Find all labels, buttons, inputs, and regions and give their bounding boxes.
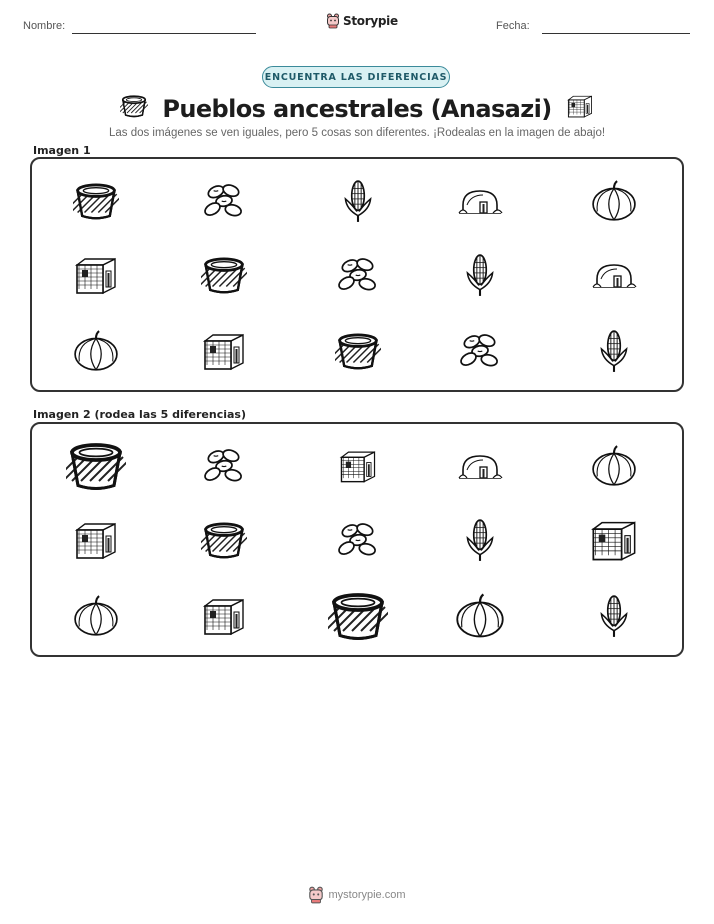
pueblo-icon xyxy=(73,252,119,298)
corn-icon xyxy=(591,328,637,374)
grid-cell[interactable] xyxy=(591,443,637,489)
instructions: Las dos imágenes se ven iguales, pero 5 cosas son diferentes. ¡Rodealas en la imagen de abajo! xyxy=(108,127,606,139)
pueblo-icon xyxy=(566,92,594,120)
brand-logo xyxy=(326,13,398,29)
pueblo-icon xyxy=(338,446,378,486)
grid-cell[interactable] xyxy=(455,591,505,641)
pumpkin-icon xyxy=(73,593,119,639)
name-label: Nombre: xyxy=(23,20,66,32)
basket-icon xyxy=(120,92,148,120)
grid-cell[interactable] xyxy=(589,515,639,565)
pueblo-icon xyxy=(201,593,247,639)
page-title: Pueblos ancestrales (Anasazi) xyxy=(162,94,552,123)
pueblo-icon xyxy=(201,328,247,374)
grid-cell xyxy=(73,178,119,224)
grid-cell[interactable] xyxy=(457,517,503,563)
date-field[interactable] xyxy=(542,33,690,34)
corn-icon xyxy=(457,252,503,298)
brand-name: Storypie xyxy=(343,14,398,28)
basket-icon xyxy=(201,252,247,298)
grid-cell[interactable] xyxy=(73,593,119,639)
grid-cell[interactable] xyxy=(591,593,637,639)
grid-cell[interactable] xyxy=(73,517,119,563)
adobe-house-icon xyxy=(457,443,503,489)
pumpkin-icon xyxy=(73,328,119,374)
image1-label: Imagen 1 xyxy=(33,144,91,157)
grid-cell[interactable] xyxy=(201,517,247,563)
beans-icon xyxy=(457,328,503,374)
grid-cell[interactable] xyxy=(328,586,388,646)
grid-cell xyxy=(73,252,119,298)
grid-cell xyxy=(335,252,381,298)
title-row xyxy=(0,92,714,125)
grid-cell xyxy=(335,328,381,374)
basket-icon xyxy=(201,517,247,563)
adobe-house-icon xyxy=(457,178,503,224)
beans-icon xyxy=(201,178,247,224)
grid-cell xyxy=(591,328,637,374)
grid-cell[interactable] xyxy=(66,436,126,496)
basket-icon xyxy=(335,328,381,374)
pumpkin-icon xyxy=(455,591,505,641)
grid-cell xyxy=(201,252,247,298)
image2-label: Imagen 2 (rodea las 5 diferencias) xyxy=(33,408,247,421)
pumpkin-icon xyxy=(591,178,637,224)
grid-cell[interactable] xyxy=(201,593,247,639)
pumpkin-icon xyxy=(591,443,637,489)
grid-cell xyxy=(457,252,503,298)
name-field[interactable] xyxy=(72,33,256,34)
corn-icon xyxy=(591,593,637,639)
activity-badge: ENCUENTRA LAS DIFERENCIAS xyxy=(262,66,450,88)
grid-cell xyxy=(457,178,503,224)
grid-cell xyxy=(457,328,503,374)
grid-cell[interactable] xyxy=(338,446,378,486)
corn-icon xyxy=(457,517,503,563)
beans-icon xyxy=(201,443,247,489)
corn-icon xyxy=(335,178,381,224)
grid-cell xyxy=(591,178,637,224)
grid-cell[interactable] xyxy=(335,517,381,563)
mascot-icon xyxy=(308,886,324,904)
title-pueblo-icon xyxy=(566,92,594,125)
adobe-house-icon xyxy=(591,252,637,298)
mascot-icon xyxy=(326,13,340,29)
beans-icon xyxy=(335,252,381,298)
beans-icon xyxy=(335,517,381,563)
title-basket-icon xyxy=(120,92,148,125)
grid-cell xyxy=(73,328,119,374)
grid-cell xyxy=(201,328,247,374)
image1-frame xyxy=(30,157,684,392)
grid-cell[interactable] xyxy=(457,443,503,489)
grid-cell xyxy=(591,252,637,298)
pueblo-icon xyxy=(73,517,119,563)
footer-site: mystorypie.com xyxy=(328,889,406,901)
pueblo-icon xyxy=(589,515,639,565)
image2-frame[interactable] xyxy=(30,422,684,657)
grid-cell xyxy=(335,178,381,224)
basket-icon xyxy=(66,436,126,496)
grid-cell[interactable] xyxy=(201,443,247,489)
grid-cell xyxy=(201,178,247,224)
basket-icon xyxy=(73,178,119,224)
basket-icon xyxy=(328,586,388,646)
date-label: Fecha: xyxy=(496,20,530,32)
footer xyxy=(0,886,714,904)
